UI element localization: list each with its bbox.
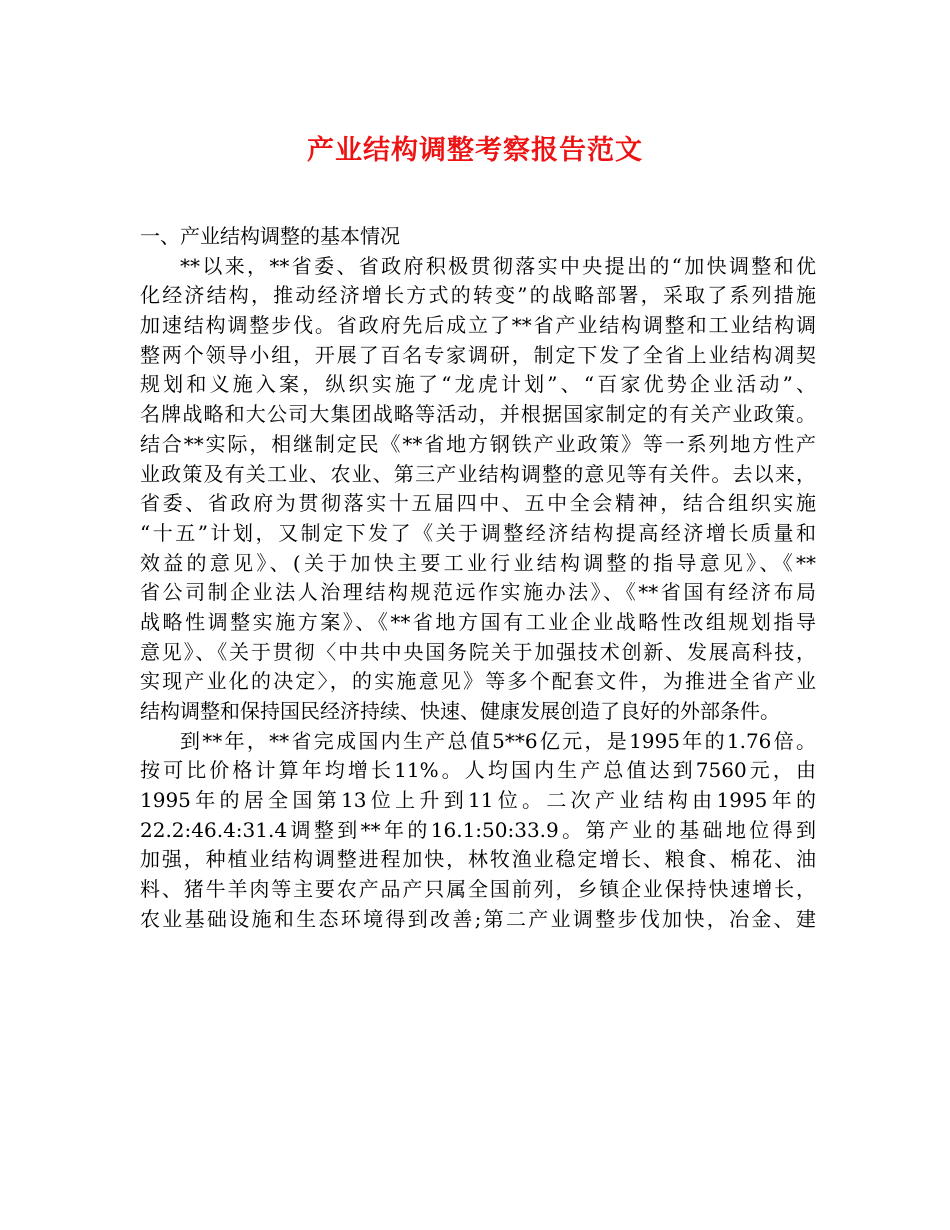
body-line: 实现产业化的决定〉，的实施意见》等多个配套文件，为推进全省产业 [140,669,816,694]
body-line: 整两个领导小组，开展了百名专家调研，制定下发了全省上业结构凋契 [140,342,816,367]
body-line: 效益的意见》、(关于加快主要工业行业结构调整的指导意见》、《** [140,550,816,575]
body-line: 规划和义施入案，纵织实施了“龙虎计划”、“百家优势企业活动”、 [140,372,816,397]
body-line: 战略性调整实施方案》、《**省地方国有工业企业战略性改组规划指导 [140,609,816,634]
body-line: 化经济结构，推动经济增长方式的转变”的战略部署，采取了系列措施 [140,283,816,308]
body-line: 22.2:46.4:31.4调整到**年的16.1:50:33.9。第产业的基础地位得到 [140,817,816,842]
body-line: 省公司制企业法人治理结构规范远作实施办法》、《**省国有经济布局 [140,580,816,605]
body-line: 名牌战略和大公司大集团战略等活动，并根据国家制定的有关产业政策。 [140,402,816,427]
body-line: 业政策及有关工业、农业、第三产业结构调整的意见等有关件。去以来， [140,461,816,486]
body-line: 按可比价格计算年均增长11%。人均国内生产总值达到7560元，由 [140,758,816,783]
body-line: 1995年的居全国第13位上升到11位。二次产业结构由1995年的 [140,788,816,813]
body-line: **以来，**省委、省政府积极贯彻落实中央提出的“加快调整和优 [180,253,816,278]
body-line: 到**年，**省完成国内生产总值5**6亿元，是1995年的1.76倍。 [180,728,816,753]
body-line: 农业基础设施和生态环境得到改善;第二产业调整步伐加快，冶金、建 [140,906,816,931]
document-title: 产业结构调整考察报告范文 [307,135,643,166]
body-line: “十五”计划，又制定下发了《关于调整经济结构提高经济增长质量和 [140,520,816,545]
body-line: 结构调整和保持国民经济持续、快速、健康发展创造了良好的外部条件。 [140,699,780,723]
document-body [140,222,816,935]
body-line: 加速结构调整步伐。省政府先后成立了**省产业结构调整和工业结构调 [140,313,816,338]
body-line: 一、产业结构调整的基本情况 [140,224,400,248]
body-line: 省委、省政府为贯彻落实十五届四中、五中全会精神，结合组织实施 [140,491,816,516]
body-line: 料、猪牛羊肉等主要农产品产只属全国前列，乡镇企业保持快速增长， [140,877,816,902]
body-line: 结合**实际，相继制定民《**省地方钢铁产业政策》等一系列地方性产 [140,431,816,456]
body-line: 意见》、《关于贯彻〈中共中央国务院关于加强技术创新、发展高科技， [140,639,816,664]
body-line: 加强，种植业结构调整进程加快，林牧渔业稳定增长、粮食、棉花、油 [140,847,816,872]
